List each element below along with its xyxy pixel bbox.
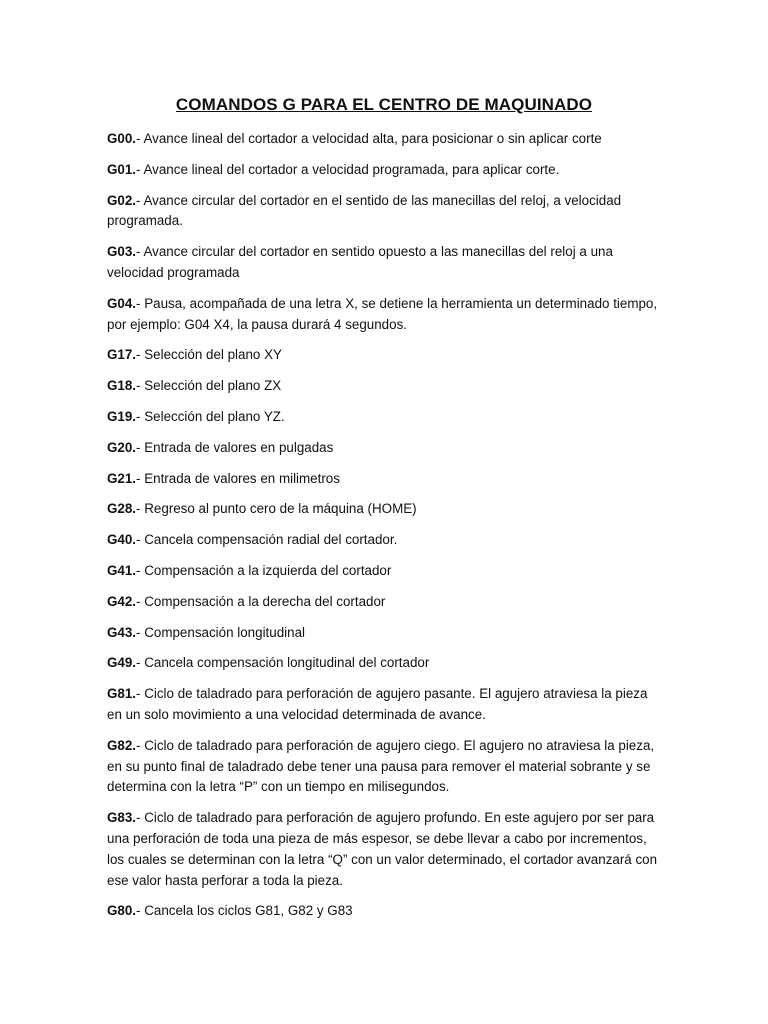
- command-code: G02.: [107, 192, 137, 208]
- command-code: G04.: [107, 295, 137, 311]
- command-description: - Compensación a la derecha del cortador: [136, 593, 386, 609]
- command-code: G82.: [107, 737, 137, 753]
- command-item: [107, 407, 663, 428]
- command-code: G03.: [107, 244, 137, 260]
- command-code: G83.: [107, 810, 137, 826]
- command-code: G81.: [107, 686, 137, 702]
- command-item: [107, 129, 663, 150]
- command-code: G21.: [107, 470, 137, 486]
- command-item: [107, 345, 663, 366]
- command-item: [107, 191, 663, 233]
- command-list: [107, 129, 663, 932]
- command-item: [107, 499, 663, 520]
- command-item: [107, 469, 663, 490]
- command-description: - Avance lineal del cortador a velocidad alta, para posicionar o sin aplicar corte: [136, 131, 602, 146]
- command-code: G42.: [107, 593, 137, 609]
- command-code: G00.: [107, 131, 137, 146]
- command-code: G28.: [107, 501, 137, 517]
- command-item: [107, 592, 663, 613]
- command-description: - Compensación a la izquierda del cortador: [136, 562, 392, 578]
- command-item: [107, 901, 663, 922]
- command-description: - Selección del plano YZ.: [136, 408, 285, 424]
- command-item: [107, 653, 663, 674]
- command-description: - Ciclo de taladrado para perforación de agujero pasante. El agujero atraviesa la pieza en un solo movimiento a una velocidad determinada de avance.: [107, 686, 648, 722]
- command-description: - Regreso al punto cero de la máquina (HOME): [136, 501, 417, 517]
- command-item: [107, 438, 663, 459]
- command-description: - Pausa, acompañada de una letra X, se detiene la herramienta un determinado tiempo, por ejemplo: G04 X4, la pausa durará 4 segundos.: [107, 295, 658, 332]
- command-description: - Cancela compensación longitudinal del cortador: [136, 655, 430, 671]
- command-item: [107, 294, 663, 336]
- command-description: - Selección del plano ZX: [136, 378, 282, 394]
- command-code: G43.: [107, 624, 137, 640]
- command-description: - Entrada de valores en milimetros: [136, 470, 340, 486]
- command-description: - Avance circular del cortador en sentido opuesto a las manecillas del reloj a una velocidad programada: [107, 244, 613, 280]
- command-description: - Avance lineal del cortador a velocidad programada, para aplicar corte.: [136, 161, 560, 177]
- command-code: G19.: [107, 408, 137, 424]
- command-item: [107, 736, 663, 798]
- command-code: G40.: [107, 532, 137, 548]
- command-code: G41.: [107, 562, 137, 578]
- command-code: G49.: [107, 655, 137, 671]
- command-item: [107, 623, 663, 644]
- command-description: - Selección del plano XY: [136, 347, 282, 363]
- command-description: - Avance circular del cortador en el sentido de las manecillas del reloj, a velocidad programada.: [107, 192, 622, 229]
- command-item: [107, 530, 663, 551]
- command-description: - Entrada de valores en pulgadas: [136, 439, 334, 455]
- command-code: G20.: [107, 439, 137, 455]
- command-item: [107, 160, 663, 181]
- command-item: [107, 684, 663, 726]
- command-description: - Compensación longitudinal: [136, 624, 306, 640]
- document-title: COMANDOS G PARA EL CENTRO DE MAQUINADO: [175, 95, 593, 114]
- command-item: [107, 808, 663, 891]
- command-code: G17.: [107, 347, 137, 363]
- command-item: [107, 376, 663, 397]
- command-code: G80.: [107, 903, 137, 919]
- command-code: G01.: [107, 161, 137, 177]
- command-item: [107, 561, 663, 582]
- command-description: - Ciclo de taladrado para perforación de agujero ciego. El agujero no atraviesa la pieza, en su punto final de taladrado debe tener una pausa para remover el material sobrante y se determina con la letra “P” con un tiempo en milisegundos.: [107, 737, 655, 795]
- command-description: - Cancela compensación radial del cortador.: [136, 532, 398, 548]
- command-description: - Ciclo de taladrado para perforación de agujero profundo. En este agujero por ser para una perforación de toda una pieza de más espesor, se debe llevar a cabo por incrementos, los cuales se determinan con la letra “Q” con un valor determinado, el cortador avanzará con ese valor hasta perforar a toda la pieza.: [107, 810, 658, 888]
- command-item: [107, 242, 663, 284]
- command-code: G18.: [107, 378, 137, 394]
- command-description: - Cancela los ciclos G81, G82 y G83: [136, 903, 353, 919]
